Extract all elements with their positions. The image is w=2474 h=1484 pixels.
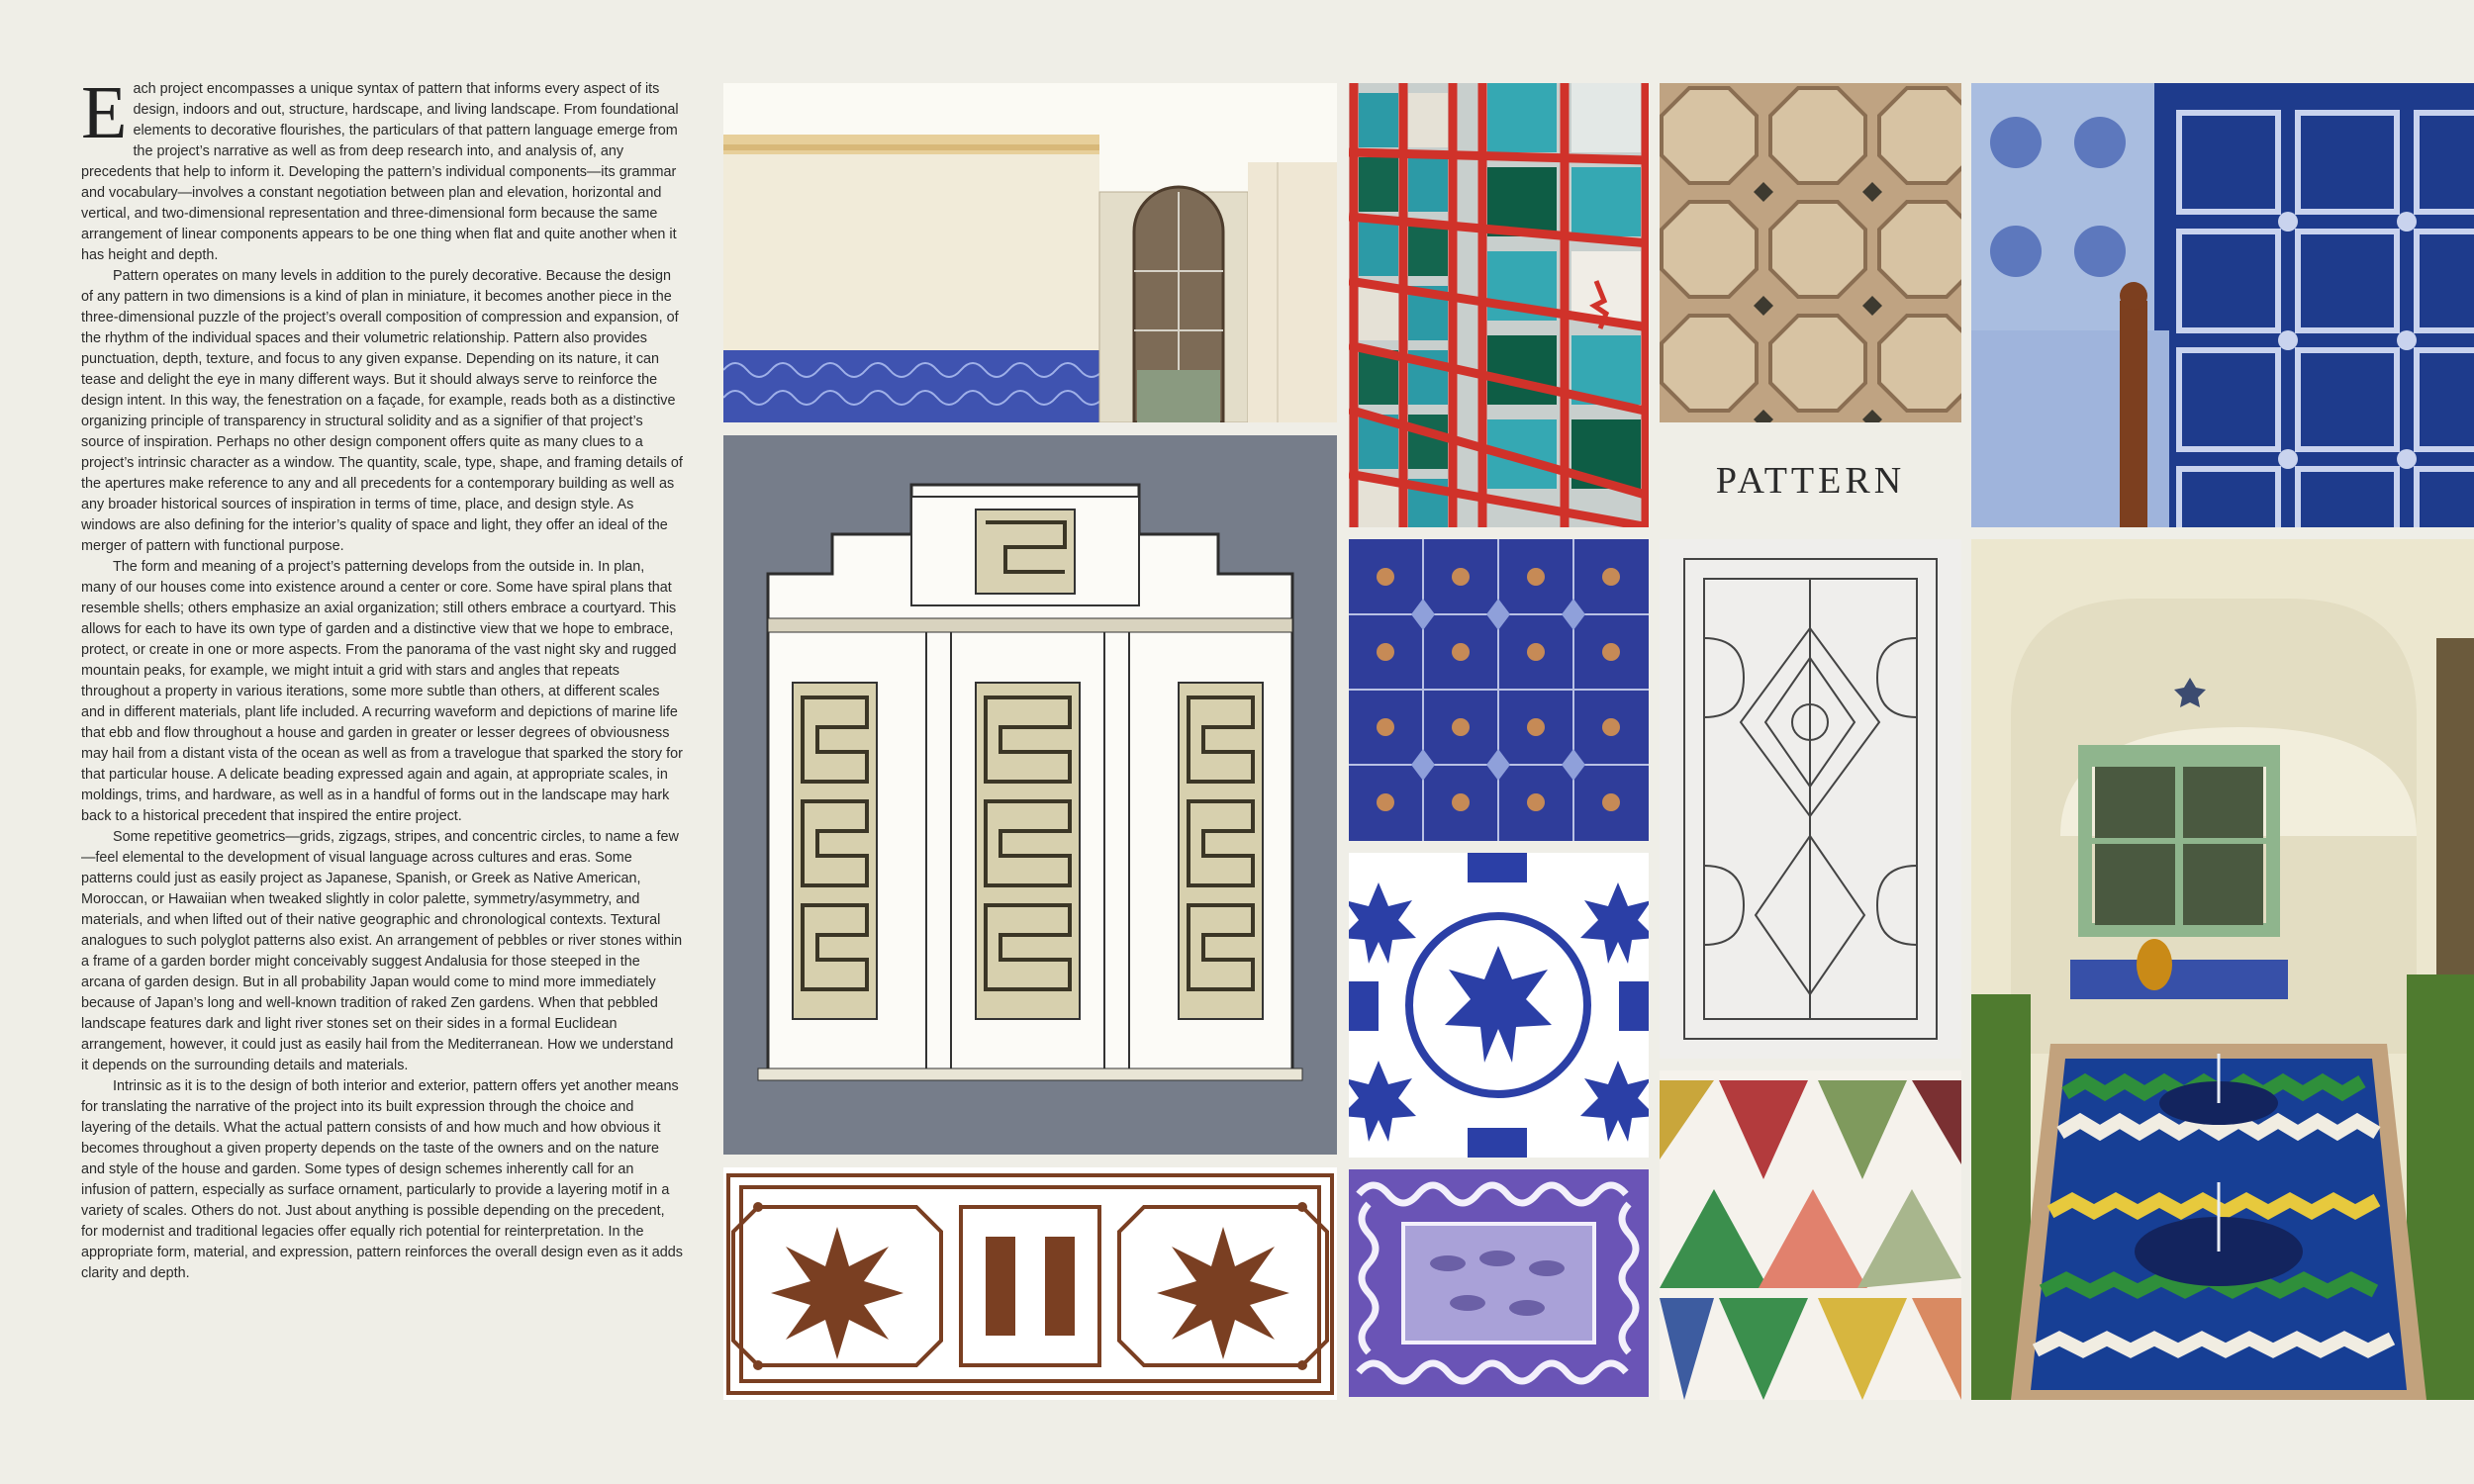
red-framed-tiles-photo bbox=[1349, 83, 1649, 527]
brown-star-border-drawing bbox=[723, 1167, 1337, 1400]
moorish-star-tile bbox=[1349, 853, 1649, 1158]
paragraph-5: Intrinsic as it is to the design of both interior and exterior, pattern offers yet another means for translating the narrative of the project into its built expression through the choice and layering of the details. What the actual pattern consists of and how much and how obvious it becomes throughout a given property depends on the taste of the owners and on the nature and style of the house and garden. Some types of design schemes inherently call for an infusion of pattern, especially as surface ornament, particularly to provide a layering motif in a variety of scales. Others do not. Just about anything is possible depending on the precedent, for modernist and traditional legacies offer equally rich potential for reinterpretation. In the appropriate form, material, and expression, pattern reinforces the overall design even as it adds clarity and depth. bbox=[81, 1078, 683, 1281]
ornamental-plan-drawing bbox=[1660, 539, 1961, 1059]
facade-elevation-drawing bbox=[723, 83, 1337, 422]
drop-cap: E bbox=[81, 71, 128, 154]
fish-tile-panel bbox=[1349, 1169, 1649, 1397]
blue-tiles-chair-photo bbox=[1971, 83, 2474, 527]
paragraph-4: Some repetitive geometrics—grids, zigzags, stripes, and concentric circles, to name a few—feel elemental to the development of visual language across cultures and eras. Some patterns could just as easily project as Japanese, Spanish, or Greek as Native American, Moroccan, or Hawaiian when tweaked slightly in color palette, symmetry/asymmetry, and materials, and when lifted out of their native geographic and chronological contexts. Textural analogues to such polyglot patterns also exist. An arrangement of pebbles or river stones within a frame of a garden border might conceivably suggest Andalusia for those steeped in the arcana of garden design. But in all probability Japan would come to mind more immediately because of Japan’s long and well-known tradition of raked Zen gardens. When that pebbled landscape features dark and light river stones set on their sides in a formal Euclidean arrangement, however, it could just as easily hail from the Mediterranean. How we understand it depends on the surrounding details and materials. bbox=[81, 829, 683, 1073]
paragraph-1: Each project encompasses a unique syntax of pattern that informs every aspect of its design, indoors and out, structure, hardscape, and living landscape. From foundational elements to decorative flourishes, the particulars of that pattern language emerge from the project’s narrative as well as from deep research into, and analysis of, any precedents that help to inform it. Developing the pattern’s individual components—its grammar and vocabulary—involves a constant negotiation between plan and elevation, horizontal and vertical, and two-dimensional representation and three-dimensional form because the same arrangement of linear components appears to be one thing when flat and quite another when it has height and depth. bbox=[81, 71, 679, 263]
blue-ceramic-tile-grid bbox=[1349, 539, 1649, 841]
courtyard-fountain-photo bbox=[1971, 539, 2474, 1400]
fretwork-cabinet-drawing bbox=[723, 435, 1337, 1155]
page-title: PATTERN bbox=[1660, 431, 1961, 530]
embroidered-triangle-textile bbox=[1660, 1070, 1961, 1400]
paragraph-2: Pattern operates on many levels in addition to the purely decorative. Because the design of any pattern in two dimensions is a kind of plan in miniature, it becomes another piece in the three-dimensional puzzle of the project’s overall composition of compression and expansion, of the rhythm of the individual spaces and their volumetric relationship. Pattern also provides punctuation, depth, texture, and focus to any given expanse. Depending on its nature, it can tease and delight the eye in many different ways. But it should always serve to reinforce the design intent. In this way, the fenestration on a façade, for example, reads both as a distinctive organizing principle of transparency in structural solidity and as a signifier of that project’s source of inspiration. Perhaps no other design component offers quite as many clues to a project’s intrinsic character as a window. The quantity, scale, type, shape, and framing details of the apertures make reference to any and all precedents for a contemporary building as well as any broader historical sources of inspiration in terms of time, place, and design style. As windows are also defining for the interior’s quality of space and light, they offer an ideal of the merger of pattern with functional purpose. bbox=[81, 268, 683, 554]
essay-text bbox=[81, 71, 683, 1284]
paragraph-3: The form and meaning of a project’s patterning develops from the outside in. In plan, many of our houses come into existence around a center or core. Some have spiral plans that resemble shells; others emphasize an axial organization; still others embrace a courtyard. This allows for each to have its own type of garden and a distinctive view that we hope to embrace, protect, or create in one or more aspects. From the panorama of the vast night sky and rugged mountain peaks, for example, we might intuit a grid with stars and angles that repeats throughout a property in various iterations, some more subtle than others, at different scales and in different materials, plant life included. A recurring waveform and depictions of marine life that ebb and flow throughout a house and garden in greater or lesser degrees of obviousness may hail from a distant vista of the ocean as well as from a travelogue that sparked the story for that particular house. A delicate beading expressed again and again, at appropriate scales, in moldings, trims, and hardware, as well as in a handful of forms out in the landscape may hark back to a historical precedent that inspired the entire project. bbox=[81, 559, 683, 824]
octagon-coffer-photo bbox=[1660, 83, 1961, 422]
